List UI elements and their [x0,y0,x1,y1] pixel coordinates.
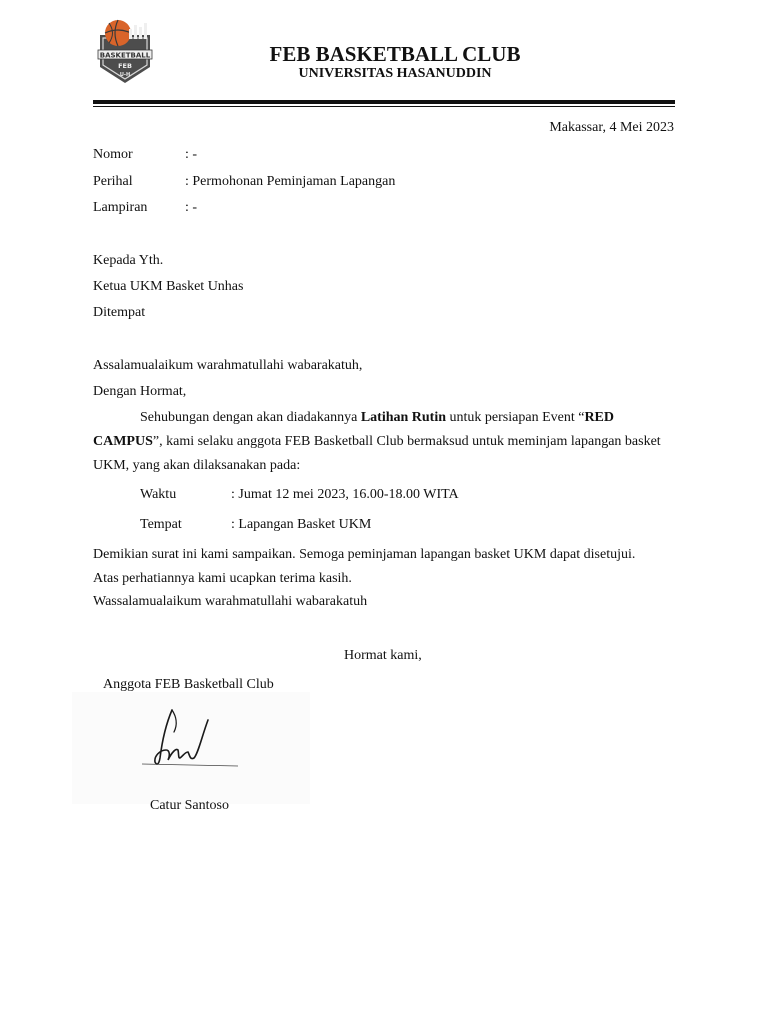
meta-value-lampiran: : - [185,200,198,215]
closing-line-2: Atas perhatiannya kami ucapkan terima kasih. [93,571,352,586]
meta-label-perihal: Perihal [93,174,133,189]
letterhead-divider-thick [93,100,675,104]
meta-value-nomor: : - [185,147,198,162]
signatory-role: Anggota FEB Basketball Club [103,677,274,692]
recipient-line-3: Ditempat [93,305,146,320]
logo-text-top: BASKETBALL [99,51,151,60]
detail-value-waktu: : Jumat 12 mei 2023, 16.00-18.00 WITA [231,487,459,502]
sign-off: Hormat kami, [344,648,422,663]
meta-label-lampiran: Lampiran [93,200,148,215]
place-date: Makassar, 4 Mei 2023 [549,120,674,135]
handwritten-signature-icon [138,706,242,772]
detail-label-tempat: Tempat [140,517,182,532]
meta-label-nomor: Nomor [93,147,133,162]
recipient-line-2: Ketua UKM Basket Unhas [93,279,244,294]
closing-line-1: Demikian surat ini kami sampaikan. Semoga peminjaman lapangan basket UKM dapat disetujui. [93,547,636,562]
greeting: Assalamualaikum warahmatullahi wabarakatuh, [93,358,363,373]
letterhead-title: FEB BASKETBALL CLUB [269,42,521,66]
salutation: Dengan Hormat, [93,384,187,399]
body-line-1: Sehubungan dengan akan diadakannya Latihan Rutin untuk persiapan Event “RED [140,410,614,425]
letterhead-subtitle: UNIVERSITAS HASANUDDIN [298,66,492,81]
logo-text-mid: FEB [118,62,132,70]
body-line-2: CAMPUS”, kami selaku anggota FEB Basketball Club bermaksud untuk meminjam lapangan basket [93,434,661,449]
meta-value-perihal: : Permohonan Peminjaman Lapangan [185,174,396,189]
detail-label-waktu: Waktu [140,487,177,502]
closing-line-3: Wassalamualaikum warahmatullahi wabarakatuh [93,594,368,609]
signatory-name: Catur Santoso [150,798,229,813]
body-line-3: UKM, yang akan dilaksanakan pada: [93,458,301,473]
logo-text-bottom: U-H [119,72,131,78]
recipient-line-1: Kepada Yth. [93,253,164,268]
letterhead-divider-thin [93,106,675,107]
detail-value-tempat: : Lapangan Basket UKM [231,517,372,532]
